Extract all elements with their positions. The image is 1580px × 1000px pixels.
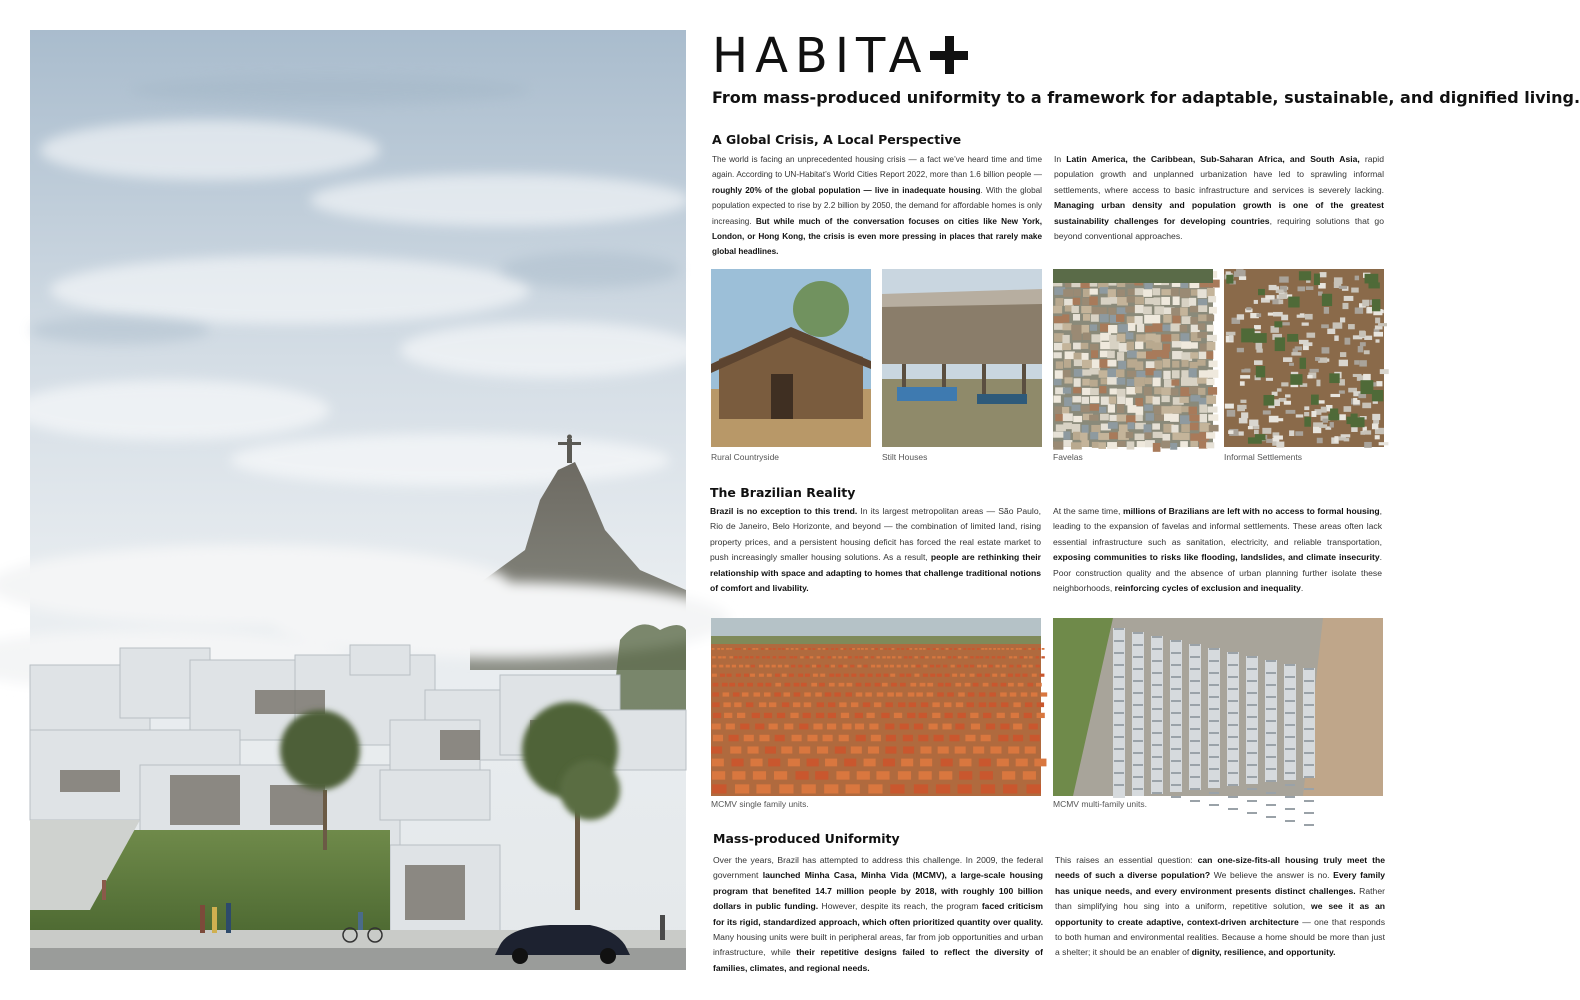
photo-caption: Rural Countryside: [711, 452, 780, 462]
photo-caption: Stilt Houses: [882, 452, 928, 462]
mass-produced-right-paragraph: This raises an essential question: can one-size-fits-all housing truly meet the needs of such a diverse population? We believe the answer is no. Every family has unique needs, and every environment presents distinct challenges. Rather than simplifying hou sing into a uniform, repetitive solution, we see it as an opportunity to create adaptive, context-driven architecture — one that responds to both human and environmental realities. Because a home should be more than just a shelter; it should be an enabler of dignity, resilience, and opportunity.: [1055, 855, 1386, 958]
brazilian-reality-left-paragraph: Brazil is no exception to this trend. In its largest metropolitan areas — São Paulo, Rio de Janeiro, Belo Horizonte, and beyond — the combination of limited land, rising property prices, and a persistent housing deficit has forced the real estate market to push increasingly smaller housing solutions. As a result, people are rethinking their relationship with space and adapting to homes that challenge traditional notions of comfort and livability.: [710, 506, 1042, 594]
informal-settlements-photo: [1224, 269, 1384, 447]
mcmv-multi-family-photo: [1053, 618, 1383, 796]
section-title-brazilian-reality: The Brazilian Reality: [710, 485, 856, 500]
plus-icon: [930, 36, 968, 74]
stilt-houses-photo: [882, 269, 1042, 447]
mass-produced-left-paragraph: Over the years, Brazil has attempted to address this challenge. In 2009, the federal government launched Minha Casa, Minha Vida (MCMV), a large-scale housing program that benefited 14.7 million people by 2018, with roughly 100 billion dollars in public funding. However, despite its reach, the program faced criticism for its rigid, standardized approach, which often prioritized quantity over quality. Many housing units were built in peripheral areas, far from job opportunities and urban infrastructure, while their repetitive designs failed to reflect the diversity of families, climates, and regional needs.: [713, 855, 1043, 973]
mcmv-single-family-photo: [711, 618, 1041, 796]
photo-caption: Informal Settlements: [1224, 452, 1302, 462]
global-crisis-right-paragraph: In Latin America, the Caribbean, Sub-Saharan Africa, and South Asia, rapid population growth and unplanned urbanization have led to sprawling informal settlements, where access to basic infrastructure and services is severely lacking. Managing urban density and population growth is one of the greatest sustainability challenges for developing countries, requiring solutions that go beyond conventional approaches.: [1054, 154, 1384, 242]
logo: [712, 30, 968, 82]
photo-caption: Favelas: [1053, 452, 1083, 462]
global-crisis-left-paragraph: The world is facing an unprecedented housing crisis — a fact we’ve heard time and time again. According to UN-Habitat’s World Cities Report 2022, more than 1.6 billion people — roughly 20% of the global population — live in inadequate housing. With the global population expected to rise by 2.2 billion by 2050, the demand for affordable homes is only increasing. But while much of the conversation focuses on cities like New York, London, or Hong Kong, the crisis is even more pressing in places that rarely make global headlines.: [712, 155, 1042, 257]
section-title-mass-produced-uniformity: Mass-produced Uniformity: [713, 831, 900, 846]
hero-render-image: [30, 30, 686, 970]
photo-caption: MCMV single family units.: [711, 799, 809, 809]
tagline: From mass-produced uniformity to a framework for adaptable, sustainable, and dignified living.: [712, 88, 1580, 107]
favelas-photo: [1053, 269, 1213, 447]
rural-countryside-photo: [711, 269, 871, 447]
section-title-global-crisis: A Global Crisis, A Local Perspective: [712, 132, 962, 147]
brazilian-reality-right-paragraph: At the same time, millions of Brazilians are left with no access to formal housing, leading to the expansion of favelas and informal settlements. These areas often lack essential infrastructure such as sanitation, electricity, and reliable transportation, exposing communities to risks like flooding, landslides, and climate insecurity. Poor construction quality and the absence of urban planning further isolate these neighborhoods, reinforcing cycles of exclusion and inequality.: [1053, 506, 1382, 594]
logo-text: HABITA: [712, 28, 929, 84]
photo-caption: MCMV multi-family units.: [1053, 799, 1147, 809]
